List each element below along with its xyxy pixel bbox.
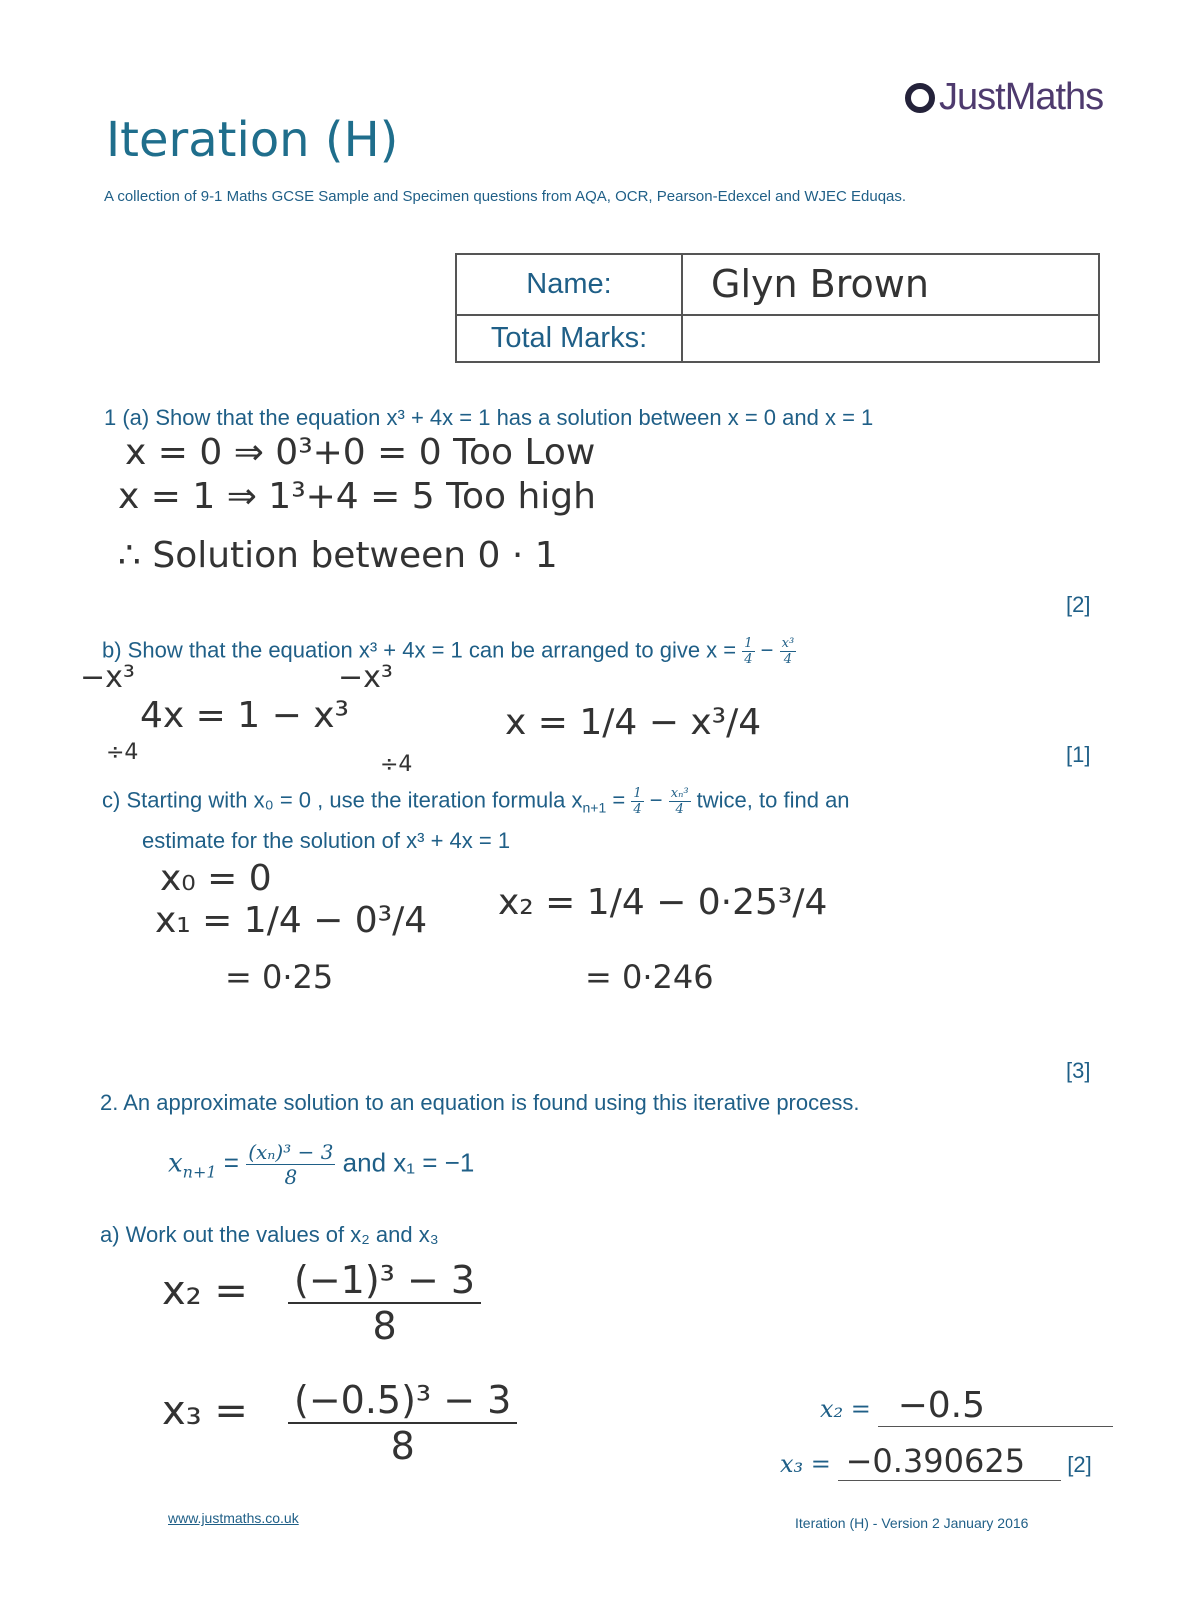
page-subtitle: A collection of 9-1 Maths GCSE Sample and Specimen questions from AQA, OCR, Pearson-Edexcel and WJEC Eduqas. xyxy=(104,188,907,205)
q1a-work-line-2: x = 1 ⇒ 1³+4 = 5 Too high xyxy=(118,476,596,517)
q2-answer-x2-label: x₂ = xyxy=(820,1395,871,1423)
q1b-frac1-num: 1 xyxy=(744,636,753,651)
logo-ring-icon xyxy=(905,83,935,113)
q2a-prompt: a) Work out the values of x₂ and x₃ xyxy=(100,1222,439,1247)
q1c-prompt-line-2: estimate for the solution of x³ + 4x = 1 xyxy=(142,828,511,853)
q1c-minus: − xyxy=(649,787,663,813)
q2-work-x3-den: 8 xyxy=(390,1424,415,1468)
q2-work-x3-fraction xyxy=(288,1378,517,1468)
q1c-work-left-1: x₀ = 0 xyxy=(160,858,272,899)
q2-work-x2-num: (−1)³ − 3 xyxy=(288,1258,481,1304)
name-label: Name: xyxy=(456,254,682,315)
page-title: Iteration (H) xyxy=(106,112,399,168)
q2-formula xyxy=(168,1140,474,1189)
q2-formula-den: 8 xyxy=(284,1165,298,1189)
q1c-work-right-1: x₂ = 1/4 − 0·25³/4 xyxy=(498,882,828,923)
q2-answer-x3-value[interactable]: −0.390625 xyxy=(838,1442,1061,1481)
q1c-prompt-line-1 xyxy=(102,786,850,817)
info-table xyxy=(455,253,1100,363)
q2-formula-num: (xₙ)³ − 3 xyxy=(248,1140,334,1164)
q2-answer-x2 xyxy=(820,1385,1113,1427)
q1b-prompt xyxy=(102,636,796,667)
q1b-work-neg-2: −x³ xyxy=(338,660,393,695)
q2-work-x2-den: 8 xyxy=(372,1304,397,1348)
q2-formula-fraction xyxy=(246,1140,335,1189)
q1c-fraction-1 xyxy=(631,786,643,817)
q1b-work-left: 4x = 1 − x³ xyxy=(140,695,349,736)
q2-formula-sub: n+1 xyxy=(182,1162,217,1182)
q1b-frac2-num: x³ xyxy=(781,636,795,651)
q1c-work-right-2: = 0·246 xyxy=(585,958,714,996)
q1b-work-div-2: ÷4 xyxy=(380,752,413,777)
q1c-work-left-2: x₁ = 1/4 − 0³/4 xyxy=(155,900,428,941)
q1b-work-neg-1: −x³ xyxy=(80,660,135,695)
q2-formula-lhs: x xyxy=(168,1148,183,1179)
q1b-frac2-den: 4 xyxy=(783,652,793,667)
q2-work-x3-num: (−0.5)³ − 3 xyxy=(288,1378,517,1424)
q1c-frac1-num: 1 xyxy=(633,786,642,801)
q1b-frac1-den: 4 xyxy=(744,652,753,667)
logo xyxy=(905,76,1103,119)
q1a-work-line-1: x = 0 ⇒ 0³+0 = 0 Too Low xyxy=(125,432,596,473)
q2-answer-x3 xyxy=(780,1442,1092,1481)
q2-work-x3-lhs: x₃ = xyxy=(162,1388,248,1434)
q1c-frac2-num: xₙ³ xyxy=(670,786,689,801)
q1c-prompt-sub: n+1 xyxy=(582,799,607,816)
q1c-prompt-eq: = xyxy=(606,787,632,813)
q1b-marks: [1] xyxy=(1066,742,1091,767)
q1a-prompt: 1 (a) Show that the equation x³ + 4x = 1 has a solution between x = 0 and x = 1 xyxy=(104,405,874,430)
q2-work-x2-lhs: x₂ = xyxy=(162,1268,248,1314)
q1c-work-left-3: = 0·25 xyxy=(225,958,334,996)
total-marks-value[interactable] xyxy=(682,315,1099,362)
q1c-marks: [3] xyxy=(1066,1058,1091,1083)
q2-prompt: 2. An approximate solution to an equation is found using this iterative process. xyxy=(100,1090,860,1115)
q1c-prompt-tail: twice, to find an xyxy=(696,787,850,813)
q1b-work-div-1: ÷4 xyxy=(106,740,139,765)
q2-formula-equals: = xyxy=(223,1147,239,1178)
q2-answer-x2-value[interactable]: −0.5 xyxy=(878,1385,1113,1427)
q1b-work-right: x = 1/4 − x³/4 xyxy=(505,702,762,743)
q1b-fraction-1 xyxy=(742,636,754,667)
q1b-fraction-2 xyxy=(780,636,797,667)
q1a-marks: [2] xyxy=(1066,592,1091,617)
q1b-prompt-text: b) Show that the equation x³ + 4x = 1 can be arranged to give x = xyxy=(102,637,737,663)
q2-formula-tail: and x₁ = −1 xyxy=(342,1147,475,1178)
q1a-work-line-3: ∴ Solution between 0 · 1 xyxy=(118,535,558,576)
q2-work-x2-fraction xyxy=(288,1258,481,1348)
name-value[interactable]: Glyn Brown xyxy=(682,254,1099,315)
footer-version: Iteration (H) - Version 2 January 2016 xyxy=(795,1515,1029,1531)
q2-answer-x3-label: x₃ = xyxy=(780,1450,831,1478)
q1c-prompt-text: c) Starting with x₀ = 0 , use the iteration formula x xyxy=(102,787,583,813)
total-marks-label: Total Marks: xyxy=(456,315,682,362)
q1c-fraction-2 xyxy=(669,786,691,817)
q1c-frac2-den: 4 xyxy=(675,802,684,817)
q2-marks: [2] xyxy=(1067,1452,1092,1477)
q1b-minus: − xyxy=(760,637,774,663)
q1c-frac1-den: 4 xyxy=(633,802,642,817)
footer-link[interactable]: www.justmaths.co.uk xyxy=(168,1510,299,1526)
logo-text: JustMaths xyxy=(939,76,1104,118)
